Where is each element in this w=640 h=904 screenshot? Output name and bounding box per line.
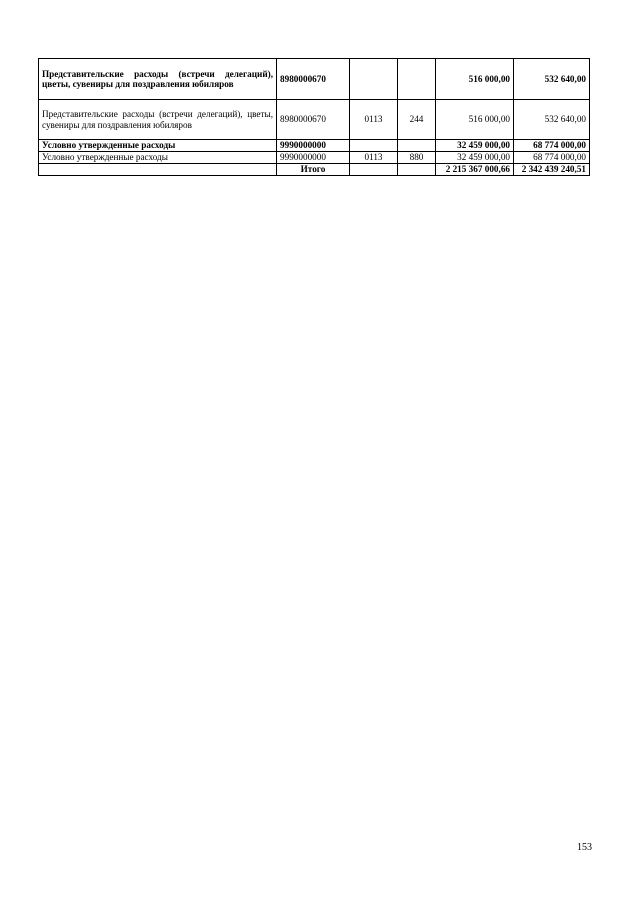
- amount-year2-cell: 532 640,00: [514, 100, 590, 140]
- empty-cell: [39, 164, 277, 176]
- table-row: [39, 152, 590, 164]
- expense-name-cell: Представительские расходы (встречи делегаций), цветы, сувениры для поздравления юбиляров: [39, 59, 277, 100]
- amount-year2-cell: 68 774 000,00: [514, 152, 590, 164]
- expense-type-cell: [398, 59, 436, 100]
- table-row: [39, 140, 590, 152]
- table-row: [39, 100, 590, 140]
- target-code-cell: 9990000000: [277, 152, 350, 164]
- section-code-cell: [350, 140, 398, 152]
- table-row: [39, 59, 590, 100]
- expense-type-cell: [398, 140, 436, 152]
- expense-name-cell: Представительские расходы (встречи делегаций), цветы, сувениры для поздравления юбиляров: [39, 100, 277, 140]
- total-amount-year1: 2 215 367 000,66: [436, 164, 514, 176]
- section-code-cell: [350, 59, 398, 100]
- amount-year1-cell: 32 459 000,00: [436, 140, 514, 152]
- target-code-cell: 9990000000: [277, 140, 350, 152]
- amount-year1-cell: 516 000,00: [436, 100, 514, 140]
- budget-table: [38, 58, 590, 176]
- amount-year1-cell: 32 459 000,00: [436, 152, 514, 164]
- section-code-cell: 0113: [350, 152, 398, 164]
- amount-year1-cell: 516 000,00: [436, 59, 514, 100]
- section-code-cell: 0113: [350, 100, 398, 140]
- total-amount-year2: 2 342 439 240,51: [514, 164, 590, 176]
- empty-cell: [350, 164, 398, 176]
- empty-cell: [398, 164, 436, 176]
- expense-type-cell: 244: [398, 100, 436, 140]
- amount-year2-cell: 68 774 000,00: [514, 140, 590, 152]
- expense-name-cell: Условно утвержденные расходы: [39, 152, 277, 164]
- expense-name-cell: Условно утвержденные расходы: [39, 140, 277, 152]
- amount-year2-cell: 532 640,00: [514, 59, 590, 100]
- target-code-cell: 8980000670: [277, 59, 350, 100]
- expense-type-cell: 880: [398, 152, 436, 164]
- page-number: 153: [577, 842, 592, 853]
- total-label: Итого: [277, 164, 350, 176]
- total-row: [39, 164, 590, 176]
- target-code-cell: 8980000670: [277, 100, 350, 140]
